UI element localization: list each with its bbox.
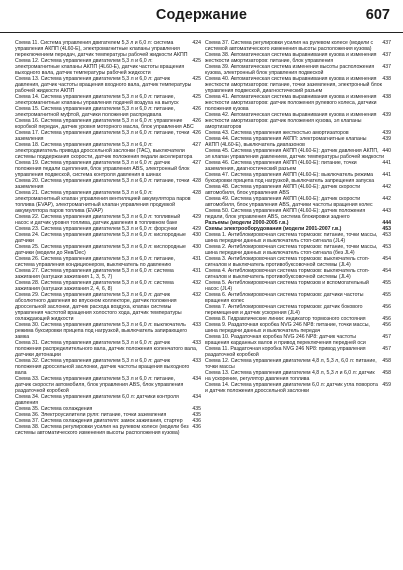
toc-page-ref: 456	[382, 316, 391, 322]
toc-entry-text: Схема 35. Система охлаждения	[15, 406, 93, 412]
toc-entry	[205, 196, 391, 208]
toc-entry	[15, 94, 201, 106]
toc-entry-text: Разъемы (модели 2000-2005 г.в.)	[205, 220, 289, 226]
toc-entry-text: Схема 26. Система управления двигателем 5,3 л и 6,0 л: питание, система управления кондиционером, выключатель по давлению	[15, 256, 175, 268]
toc-entry-text: Схема 25. Система управления двигателем 5,3 л и 6,0 л: кислородные датчики (модели до Янв/Dec)	[15, 244, 186, 256]
toc-page-ref: 432	[192, 280, 201, 286]
toc-entry-text: Схема 50. Система управления АКПП (4L60-E): датчик положения педали, блок управления ABS, система блокировки заднего	[205, 208, 366, 220]
toc-entry-text: Схема 11. Система управления двигателем 5,3 л и 6,0 л: система управления АКПП (4L60-E), электромагнитные клапаны управления переключением передач, датчик температуры рабочей жидкости АКПП	[15, 40, 188, 58]
toc-entry	[205, 112, 391, 130]
toc-page-ref: 434	[192, 376, 201, 382]
page-header	[0, 0, 403, 33]
toc-entry	[15, 40, 201, 58]
toc-entry	[205, 136, 391, 148]
toc-page-ref: 443	[382, 208, 391, 214]
toc-entry-text: Схема 9. Раздаточная коробка NVG 246 NP8: питание, точки массы, шина передачи данных и выключатель передач	[205, 322, 370, 334]
toc-page-ref: 444	[382, 220, 391, 226]
toc-entry	[205, 76, 391, 94]
toc-entry-text: Схема 32. Система управления двигателем 5,3 л и 6,0 л: датчик положения дроссельной заслонки, датчик частоты вращения выходного вала	[15, 358, 190, 376]
toc-entry	[205, 358, 391, 370]
toc-entry	[205, 208, 391, 220]
toc-entry-text: Схема 29. Система управления двигателем 5,3 л и 6,0 л: датчик абсолютного давления во впускном коллекторе, датчик положения дроссельной заслонки, датчик расхода воздуха, клапан системы управления частотой вращения холостого хода, датчик температуры охлаждающей жидкости	[15, 292, 182, 322]
toc-entry	[15, 76, 201, 94]
toc-page-ref: 424	[192, 40, 201, 46]
toc-page-ref: 431	[192, 256, 201, 262]
toc-page-ref: 439	[382, 136, 391, 142]
toc-entry-text: Схема 41. Автоматическая система выравнивания кузова и изменения жесткости амортизаторов: датчик положения рулевого колеса, датчики положения кузова	[205, 94, 377, 112]
toc-entry-text: Схема 17. Система управления двигателем 5,3 л и 6,0 л: питание, точки заземления	[15, 130, 190, 142]
toc-entry-text: Схема 1. Антиблокировочная система тормозов: питание, точки массы, шина передачи данных и выключатель стоп-сигнала (JL4)	[205, 232, 378, 244]
toc-entry-text: Схема 38. Автоматическая система выравнивания кузова и изменения жесткости амортизаторов: питание, блок управления	[205, 52, 377, 64]
toc-entry-text: Схема 10. Раздаточная коробка NVG 246 NP8: датчик частоты вращения карданных валов и привод переключения передней оси	[205, 334, 366, 346]
toc-entry	[205, 172, 391, 184]
toc-page-ref: 457	[382, 334, 391, 340]
toc-entry-text: Схема 42. Автоматическая система выравнивания кузова и изменения жесткости амортизаторов: датчик положения кузова, эл клапаны амортизаторов	[205, 112, 377, 130]
toc-entry-text: Схема 12. Система управления двигателем 5,3 л и 6,0 л: электромагнитные клапаны АКПП (4L60-E), датчик частоты вращения выходного вала, датчик температуры рабочей жидкости	[15, 58, 185, 76]
toc-entry-text: Схема 49. Система управления АКПП (4L60-E): датчик скорости автомобиля, блок управления ABS, датчики частоты вращения колес	[205, 196, 373, 208]
toc-entry-text: Схема 30. Система управления двигателем 5,3 л и 6,0 л: выключатель режима буксировки прицепа под нагрузкой, выключатель запирающего замка	[15, 322, 188, 340]
toc-entry-text: Схема 24. Система управления двигателем 5,3 л и 6,0 л: кислородные датчики	[15, 232, 186, 244]
toc-entry	[15, 268, 201, 280]
toc-entry	[205, 40, 391, 52]
toc-right-column	[205, 40, 391, 560]
toc-page-ref: 431	[192, 268, 201, 274]
toc-page-ref: 439	[382, 112, 391, 118]
toc-page-ref: 433	[192, 358, 201, 364]
toc-entry-text: Схема 47. Система управления АКПП (4L60-E): выключатель режима буксировки прицепа под нагрузкой, выключатель запрещения запуска	[205, 172, 375, 184]
toc-entry-text: Схемы электрооборудования (модели 2001-2007 г.в.)	[205, 226, 342, 232]
toc-entry-text: Схема 21. Система управления двигателем 5,3 л и 6,0 л: электромагнитный клапан управления вентиляцией аккумулятора паров топлива (EVAP), электромагнитный клапан управления продувкой аккумулятора паров топлива (EVAP)	[15, 190, 191, 214]
toc-page-ref: 437	[382, 52, 391, 58]
toc-page-ref: 435	[192, 412, 201, 418]
toc-entry-text: Схема 7. Антиблокировочная система тормозов: датчик бокового перемещения и датчик ускорения (JL4)	[205, 304, 363, 316]
toc-entry	[15, 232, 201, 244]
toc-entry-text: Схема 33. Система управления двигателем 5,3 л и 6,0 л: питание, датчик скорости автомобиля, блок управления ABS, блок управления раздаточной коробкой	[15, 376, 184, 394]
toc-page-ref: 454	[382, 268, 391, 274]
toc-page-ref: 441	[382, 160, 391, 166]
toc-entry-text: Схема 37. Система регулировки усилия на рулевом колесе (модели с системой автоматического изменения высоты расположения кузова)	[205, 40, 374, 52]
toc-entry	[15, 190, 201, 214]
toc-entry	[205, 292, 391, 304]
toc-entry	[15, 280, 201, 292]
toc-page-ref: 453	[382, 226, 391, 232]
toc-left-column	[15, 40, 201, 560]
toc-entry	[15, 256, 201, 268]
toc-page-ref: 442	[382, 184, 391, 190]
toc-page-ref: 440	[382, 148, 391, 154]
toc-entry	[15, 58, 201, 76]
toc-entry	[205, 268, 391, 280]
toc-page-ref: 436	[192, 418, 201, 424]
toc-page-ref: 427	[192, 160, 201, 166]
toc-entry	[205, 370, 391, 382]
toc-page-ref: 458	[382, 370, 391, 376]
toc-entry-text: Схема 13. Система управления двигателем 4,8 л, 5,3 л и 6,0 л: датчик на ускорение, регулятор давления топлива	[205, 370, 375, 382]
toc-page-ref: 439	[382, 130, 391, 136]
toc-entry-text: Схема 8. Гидравлические линии: индикатор тормозного состояния	[205, 316, 366, 322]
toc-entry	[205, 232, 391, 244]
toc-entry	[15, 292, 201, 322]
toc-entry	[15, 376, 201, 394]
toc-entry	[15, 118, 201, 130]
toc-entry	[205, 244, 391, 256]
toc-entry-text: Схема 22. Система управления двигателем 5,3 л и 6,0 л: топливный насос и датчик уровня топлива, датчик давления в топливном баке	[15, 214, 181, 226]
toc-entry-text: Схема 37. Система охлаждения двигателя: замок зажигания, стартер	[15, 418, 183, 424]
toc-entry	[15, 424, 201, 436]
toc-entry	[15, 142, 201, 160]
toc-entry-text: Схема 31. Система управления двигателем 5,3 л и 6,0 л: датчик положения распределительного вала, датчик положения коленчатого вала, датчики детонации	[15, 340, 198, 358]
toc-entry	[15, 214, 201, 226]
toc-entry-text: Схема 13. Система управления двигателем 5,3 л и 6,0 л: датчик давления, датчик частоты вращения входного вала, датчик температуры рабочей жидкости АКПП	[15, 76, 192, 94]
toc-page-ref: 429	[192, 214, 201, 220]
toc-entry-text: Схема 23. Система управления двигателем 5,3 л и 6,0 л: форсунки	[15, 226, 178, 232]
toc-page-ref: 454	[382, 256, 391, 262]
toc-page-ref: 427	[192, 142, 201, 148]
toc-page-ref: 456	[382, 322, 391, 328]
toc-page-ref: 438	[382, 76, 391, 82]
toc-entry	[205, 322, 391, 334]
toc-page-ref: 432	[192, 292, 201, 298]
toc-page-ref: 455	[382, 280, 391, 286]
toc-entry	[205, 334, 391, 346]
toc-entry	[15, 322, 201, 340]
toc-entry	[205, 256, 391, 268]
toc-entry-text: Схема 20. Система управления двигателем 5,3 л и 6,0 л: питание, точки заземления	[15, 178, 190, 190]
toc-entry-text: Схема 44. Система управления АКПП: электромагнитные клапаны АКПП (4L60-E), выключатель диапазонов	[205, 136, 367, 148]
toc-entry	[205, 160, 391, 172]
toc-entry	[15, 244, 201, 256]
toc-page-ref: 457	[382, 346, 391, 352]
toc-entry-text: Схема 2. Антиблокировочная система тормозов: питание, точки массы, шина передачи данных и выключатель стоп-сигнала (без JL4)	[205, 244, 378, 256]
toc-entry	[15, 160, 201, 178]
toc-entry	[205, 184, 391, 196]
toc-page-ref: 436	[192, 424, 201, 430]
toc-entry	[205, 148, 391, 160]
toc-entry-text: Схема 48. Система управления АКПП (4L60-E): датчик скорости автомобиля, блок управления ABS	[205, 184, 361, 196]
toc-page-ref: 426	[192, 106, 201, 112]
toc-entry-text: Схема 27. Система управления двигателем 5,3 л и 6,0 л: система зажигания (катушки зажигания 1, 3, 5, 7)	[15, 268, 174, 280]
toc-page-ref: 428	[192, 178, 201, 184]
toc-entry	[205, 382, 391, 394]
toc-page-ref: 425	[192, 94, 201, 100]
toc-entry	[205, 304, 391, 316]
toc-entry-text: Схема 14. Система управления двигателем 5,3 л и 6,0 л: питание, электромагнитные клапаны управления подачей воздуха на выпуск	[15, 94, 179, 106]
toc-entry	[15, 178, 201, 190]
toc-entry-text: Схема 36. Электроусилители руля: питание, точки заземления	[15, 412, 167, 418]
toc-entry	[205, 346, 391, 358]
toc-entry-text: Схема 39. Автоматическая система изменения высоты расположения кузова, электронный блок управления подвеской	[205, 64, 375, 76]
toc-entry	[15, 394, 201, 406]
toc-entry-text: Схема 5. Антиблокировочная система тормозов и вспомогательный насос (JL4)	[205, 280, 369, 292]
toc-page-ref: 437	[382, 40, 391, 46]
toc-entry-text: Схема 43. Система управления жесткостью амортизаторов	[205, 130, 349, 136]
toc-page-ref: 430	[192, 232, 201, 238]
toc-entry	[205, 52, 391, 64]
toc-page-ref: 459	[382, 382, 391, 388]
toc-page-ref: 429	[192, 226, 201, 232]
toc-columns	[15, 40, 391, 560]
toc-entry-text: Схема 15. Система управления двигателем 5,3 л и 6,0 л: питание, электромагнитной муфтой, датчики положения распредвала	[15, 106, 175, 118]
toc-entry	[205, 94, 391, 112]
toc-entry	[15, 340, 201, 358]
toc-entry-text: Схема 45. Система управления АКПП (4L60-E): датчик давления АКПП, эл клапан управления давлением, датчик температуры рабочей жидкости	[205, 148, 385, 160]
toc-page-ref: 458	[382, 358, 391, 364]
toc-entry-text: Схема 3. Антиблокировочная система тормозов: выключатель стоп-сигналов и выключатель противобуксовочной системы (JL4)	[205, 256, 370, 268]
page-number: 607	[365, 7, 390, 23]
toc-entry-text: Схема 6. Антиблокировочная система тормозов: датчики частоты вращения колес	[205, 292, 364, 304]
toc-page-ref: 453	[382, 232, 391, 238]
toc-page-ref: 455	[382, 292, 391, 298]
toc-entry	[15, 106, 201, 118]
toc-entry	[15, 130, 201, 142]
toc-entry-text: Схема 16. Система управления двигателем 5,3 л и 6,0 л: управление коробкой передач, датчик уровня моторного масла, блок управления АБС	[15, 118, 194, 130]
toc-entry	[15, 358, 201, 376]
toc-page-ref: 453	[382, 244, 391, 250]
toc-entry-text: Схема 46. Система управления АКПП (4L60-E): питание, точки заземления, диагностический разъем	[205, 160, 357, 172]
toc-entry-text: Схема 34. Система управления двигателем 6,0 л: датчики контроля давления	[15, 394, 179, 406]
toc-page-ref: 425	[192, 76, 201, 82]
toc-entry	[205, 280, 391, 292]
page-title: Содержание	[155, 7, 248, 23]
toc-page-ref: 437	[382, 64, 391, 70]
toc-page-ref: 426	[192, 118, 201, 124]
toc-entry-text: Схема 14. Система управления двигателем 6,0 л: датчик угла поворота и датчик положения дроссельной заслонки	[205, 382, 378, 394]
toc-page-ref: 438	[382, 94, 391, 100]
toc-page-ref: 441	[382, 172, 391, 178]
toc-entry-text: Схема 4. Антиблокировочная система тормозов: выключатель стоп-сигналов и выключатель противобуксовочной системы (JL4)	[205, 268, 370, 280]
toc-entry-text: Схема 19. Система управления двигателем 5,3 л и 6,0 л: датчик положения педали сцепления, блок управления ABS, электронный блок управления подвеской, система контроля давления в шинах	[15, 160, 190, 178]
toc-page-ref: 433	[192, 322, 201, 328]
toc-page-ref: 433	[192, 340, 201, 346]
toc-entry-text: Схема 11. Раздаточная коробка NVG 246 NP8: привод управления раздаточной коробкой	[205, 346, 366, 358]
toc-page-ref: 456	[382, 304, 391, 310]
toc-page-ref: 442	[382, 196, 391, 202]
toc-entry	[205, 64, 391, 76]
toc-entry-text: Схема 12. Система управления двигателем 4,8 л, 5,3 л, 6,0 л: питание, точки массы	[205, 358, 377, 370]
toc-page-ref: 428	[192, 190, 201, 196]
toc-page-ref: 425	[192, 58, 201, 64]
toc-page-ref: 435	[192, 406, 201, 412]
toc-entry-text: Схема 28. Система управления двигателем 5,3 л и 6,0 л: система зажигания (катушки зажигания 2, 4, 6, 8)	[15, 280, 174, 292]
toc-page-ref: 430	[192, 244, 201, 250]
toc-entry-text: Схема 38. Система регулировки усилия на рулевом колесе (модели без системы автоматического изменения высоты расположения кузова)	[15, 424, 189, 436]
toc-page-ref: 426	[192, 130, 201, 136]
toc-page-ref: 434	[192, 394, 201, 400]
toc-entry-text: Схема 40. Автоматическая система выравнивания кузова и изменения жесткости амортизаторов: питание, точки заземления, электронный блок управления подвеской, диагностический разъем	[205, 76, 382, 94]
toc-entry-text: Схема 18. Система управления двигателем 5,3 л и 6,0 л: электродвигатель привода дроссельной заслонки (TAC), выключатели системы поддержания скорости, датчик положения педали акселератора	[15, 142, 193, 160]
